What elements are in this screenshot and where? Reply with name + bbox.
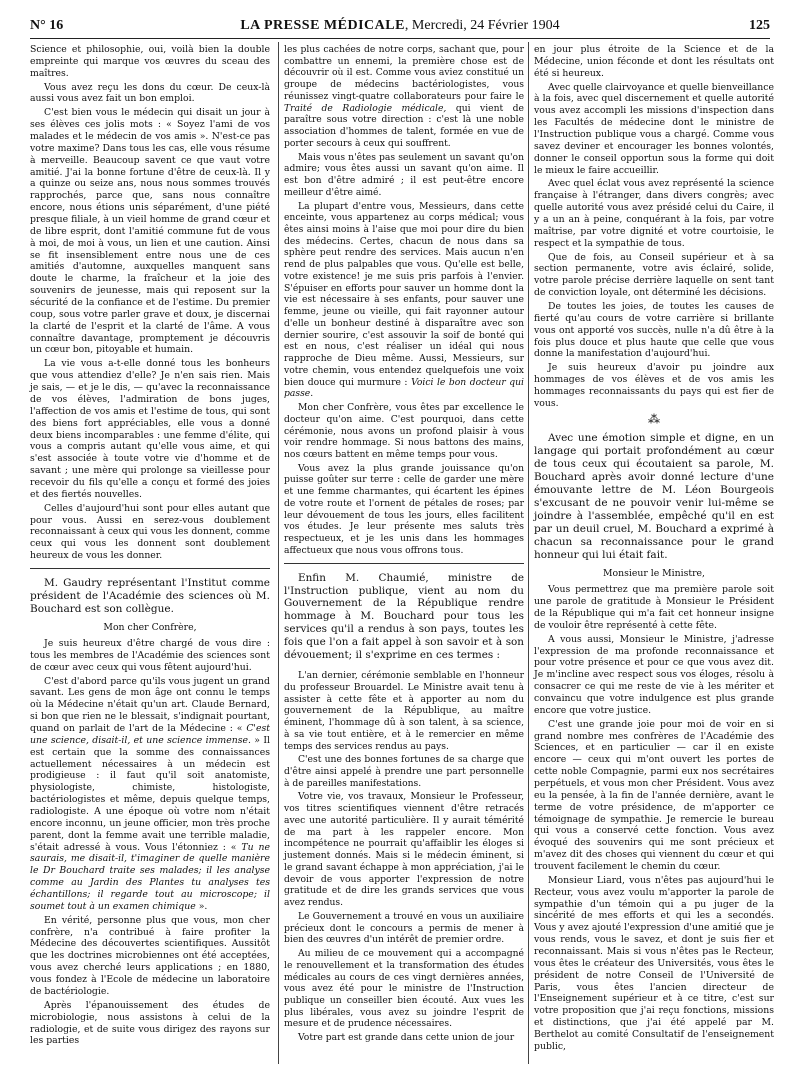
paragraph: Au milieu de ce mouvement qui a accompagné le renouvellement et la transformation des études médicales au cours de ces vingt dernières années, vous avez été pour le ministre de l'Instruction publique un conseiller bien écouté. Aux vues les plus libérales, vous avez su joindre l'esprit de mesure et de prudence nécessaires. [284, 948, 524, 1030]
text-run: qui vient de paraître sous votre direction : c'est là une noble association d'hommes de talent, formée en vue de porter secours à ceux qui souffrent. [284, 102, 524, 149]
paragraph: La vie vous a-t-elle donné tous les bonheurs que vous attendiez d'elle? Je n'en sais rien. Mais je sais, — et je le dis, — qu'avec la reconnaissance de vos élèves, l'admiration de bons juges, l'affection de vos amis et l'estime de tous, qui sont des biens fort appréciables, elle vous a donné deux biens incomparables : une femme d'élite, qui vous a compris autant qu'elle vous aime, et qui s'est associée à toute votre vie d'homme et de savant ; une mère qui prolonge sa vieillesse pour recevoir du fils qu'elle a conçu et formé des joies et des fiertés nouvelles. [30, 358, 270, 500]
section-rule [30, 568, 270, 569]
paragraph: Je suis heureux d'être chargé de vous dire : tous les membres de l'Académie des sciences sont de cœur avec ceux qui vous fêtent aujourd'hui. [30, 638, 270, 673]
paragraph: en jour plus étroite de la Science et de la Médecine, union féconde et dont les résultats ont été si heureux. [534, 44, 774, 79]
paragraph: Que de fois, au Conseil supérieur et à sa section permanente, votre avis éclairé, solide, votre parole précise derrière laquelle on sent tant de conviction loyale, ont déterminé les décisions. [534, 251, 774, 299]
journal-title: LA PRESSE MÉDICALE [240, 18, 405, 33]
paragraph [284, 44, 524, 150]
quote-italic: Tu ne saurais, me disait-il, t'imaginer de quelle manière le Dr Bouchard traite ses malades; il les analyse comme au Jardin des Plantes tu analyses tes échantillons; il regarde tout au microscope; il soumet tout à un examen chimique [30, 841, 270, 912]
paragraph: Celles d'aujourd'hui sont pour elles autant que pour vous. Aussi en serez-vous doublement reconnaissant à ceux qui vous les donnent, comme ceux qui vous les donnent sont doublement heureux de vous les donner. [30, 502, 270, 562]
text-run: les plus cachées de notre corps, sachant que, pour combattre un ennemi, la première chose est de découvrir où il est. Comme vous aviez constitué un groupe de médecins bactériologistes, vous réunissez vingt-quatre collaborateurs pour faire le [284, 44, 524, 102]
paragraph [30, 676, 270, 913]
paragraph: Votre vie, vos travaux, Monsieur le Professeur, vos titres scientifiques viennent d'être retracés avec une autorité particulière. Il y aurait témérité de ma part à les rappeler encore. Mon incompétence ne pourrait qu'affaiblir les éloges si justement donnés. Mais si le médecin éminent, si le grand savant échappe à mon appréciation, j'ai le devoir de vous apporter l'expression de notre gratitude et de dire les grands services que vous avez rendus. [284, 791, 524, 909]
paragraph: Vous avez la plus grande jouissance qu'on puisse goûter sur terre : celle de garder une mère et une femme charmantes, qui écartent les épines de votre route et l'ornent de pétales de roses; par leur dévouement de tous les jours, elles facilitent vos études. Je leur présente mes saluts très respectueux, et je les unis dans les hommages affectueux que nous vous offrons tous. [284, 462, 524, 556]
masthead [30, 18, 770, 34]
column-divider [278, 42, 279, 1064]
paragraph: Mon cher Confrère, vous êtes par excellence le docteur qu'on aime. C'est pourquoi, dans cette cérémonie, nous avons un profond plaisir à vous voir rendre hommage. Si nous battons des mains, nos cœurs battent en même temps pour vous. [284, 402, 524, 460]
paragraph: De toutes les joies, de toutes les causes de fierté qu'au cours de votre carrière si brillante vous ont apporté vos succès, nulle n'a dû être à la fois plus douce et plus haute que celle que vous donne la manifestation d'aujourd'hui. [534, 301, 774, 360]
header-rule [30, 38, 770, 39]
paragraph: Le Gouvernement a trouvé en vous un auxiliaire précieux dont le concours a permis de mener à bien des œuvres d'un intérêt de premier ordre. [284, 910, 524, 946]
column-3 [534, 44, 774, 1055]
text-run: » Il est certain que la somme des connaissances actuellement nécessaires à un médecin est prodigieuse : il faut qu'il soit anatomiste, physiologiste, chimiste, histologiste, bactériologistes et même, depuis quelque temps, radiologiste. A une époque où votre nom n'était encore inconnu, un jeune officier, mon très proche parent, dont la femme avait une terrible maladie, s'était adressé à vous. Vous l'étonniez : « [30, 734, 270, 853]
paragraph: Mais vous n'êtes pas seulement un savant qu'on admire; vous êtes aussi un savant qu'on aime. Il est bon d'être admiré ; il est peut-être encore meilleur d'être aimé. [284, 151, 524, 198]
quote-italic: Voici le bon docteur qui passe. [284, 376, 524, 400]
paragraph: Avec quelle clairvoyance et quelle bienveillance à la fois, avec quel discernement et quelle autorité vous avez accompli les missions d'inspection dans les Facultés de médecine dont le ministre de l'Instruction publique vous a chargé. Comme vous savez deviner et encourager les bonnes volontés, donner le conseil opportun sous la forme qui doit le mieux le faire accueillir. [534, 81, 774, 176]
paragraph: Après l'épanouissement des études de microbiologie, nous assistons à celui de la radiologie, et de suite vous dirigez des rayons sur les parties [30, 999, 270, 1047]
text-run: ». [198, 900, 208, 912]
paragraph: En vérité, personne plus que vous, mon cher confrère, n'a contribué à faire profiter la Médecine des découvertes scientifiques. Aussitôt que les doctrines microbiennes ont été acceptées, vous avez cherché leurs applications ; en 1880, vous fondez à l'Ecole de médecine un laboratoire de bactériologie. [30, 914, 270, 997]
paragraph: A vous aussi, Monsieur le Ministre, j'adresse l'expression de ma profonde reconnaissance et pour votre présence et pour ce que vous avez dit. Je m'incline avec respect sous vos éloges, résolu à consacrer ce qui me reste de vie à les mériter et convaincu que votre indulgence est plus grande encore que votre justice. [534, 633, 774, 716]
paragraph: C'est bien vous le médecin qui disait un jour à ses élèves ces jolis mots : « Soyez l'ami de vos malades et le médecin de vos amis ». N'est-ce pas votre maxime? Dans tous les cas, elle vous résume à merveille. Beaucoup savent ce que vaut votre amitié. J'ai la bonne fortune d'être de ceux-là. Il y a quinze ou seize ans, nous nous sommes trouvés rapprochés, parce que, sans nous connaître encore, nous étions unis séparément, d'une piété presque filiale, à un vieil homme de grand cœur et de libre esprit, dont l'amitié commune fut de vous à moi, de moi à vous, un lien et une caution. Ainsi se fit insensiblement entre nous une de ces amitiés d'automne, auxquelles manquent sans doute le charme, la fraîcheur et la joie des souvenirs de jeunesse, mais qui reposent sur la sécurité de la confiance et de l'estime. Du premier coup, sous votre parler grave et doux, je discernai la clarté de l'esprit et la clarté de l'âme. A vous connaître davantage, promptement je découvris un cœur bon, pitoyable et humain. [30, 107, 270, 356]
section-intro: Avec une émotion simple et digne, en un langage qui portait profondément au cœur de tous ceux qui écoutaient sa parole, M. Bouchard après avoir donné lecture d'une émouvante lettre de M. Léon Bourgeois s'excusant de ne pouvoir venir lui-même se joindre à l'assemblée, empêché qu'il en est par un deuil cruel, M. Bouchard a exprimé à chacun sa reconnaissance pour le grand honneur qui lui était fait. [534, 431, 774, 562]
paragraph: C'est une grande joie pour moi de voir en si grand nombre mes confrères de l'Académie des Sciences, et en particulier — car il en existe encore — ceux qui m'ont ouvert les portes de cette noble Compagnie, parmi eux nos secrétaires perpétuels, et vous mon cher Président. Vous avez eu la pensée, à la fin de l'année dernière, avant le terme de votre présidence, de m'apporter ce témoignage de sympathie. Je remercie le bureau qui vous a conservé cette fonction. Vous avez évoqué des souvenirs qui me sont précieux et m'avez dit des choses qui viennent du cœur et qui trouvent facilement le chemin du cœur. [534, 718, 774, 873]
column-1 [30, 44, 270, 1049]
paragraph: Vous avez reçu les dons du cœur. De ceux-là aussi vous avez fait un bon emploi. [30, 81, 270, 105]
quote-italic: C'est une science, disait-il, et une science immense. [30, 723, 270, 746]
paragraph: Vous permettrez que ma première parole soit une parole de gratitude à Monsieur le Président de la République qui m'a fait cet honneur insigne de vouloir être représenté à cette fête. [534, 584, 774, 631]
text-run: C'est d'abord parce qu'ils vous jugent un grand savant. Les gens de mon âge ont connu le temps où la Médecine n'était qu'un art. Claude Bernard, si bon que rien ne le blessait, s'indignait pourtant, quand on parlait de l'art de la Médecine : « [30, 675, 270, 735]
issue-date: , Mercredi, 24 Février 1904 [404, 18, 560, 33]
paragraph: Science et philosophie, oui, voilà bien la double empreinte qui marque vos œuvres du sceau des maîtres. [30, 44, 270, 79]
section-intro: M. Gaudry représentant l'Institut comme président de l'Académie des sciences où M. Bouchard est son collègue. [30, 576, 270, 616]
salutation: Monsieur le Ministre, [602, 568, 706, 580]
column-divider [528, 42, 529, 1064]
paragraph: Avec quel éclat vous avez représenté la science française à l'étranger, dans divers congrès; avec quelle autorité vous avez présidé celui du Caire, il y a un an à peine, conquérant à la fois, par votre maîtrise, par votre dignité et votre courtoisie, le respect et la sympathie de tous. [534, 178, 774, 249]
paragraph [284, 201, 524, 400]
salutation: Mon cher Confrère, [103, 622, 197, 634]
text-run: La plupart d'entre vous, Messieurs, dans cette enceinte, vous appartenez au corps médical; vous êtes ainsi moins à l'aise que moi pour dire du bien des médecins. Certes, chacun de nous dans sa sphère peut rendre des services. Mais aucun n'en rend de plus palpables que vous. Qu'elle est belle, votre existence! je me suis pris parfois à l'envier. S'épuiser en efforts pour sauver un homme dont la vie est nécessaire à ses enfants, pour sauver une femme, jeune ou vieille, qui fait rayonner autour d'elle un bonheur destiné à disparaître avec son dernier sourire, c'est assouvir la soif de bonté qui est en nous, c'est réaliser un idéal qui nous rapproche de Dieu même. Aussi, Messieurs, sur votre chemin, vous entendez quelquefois une voix bien douce qui murmure : [284, 200, 524, 388]
page-number: 125 [749, 18, 770, 33]
section-rule [284, 563, 524, 564]
paragraph: Je suis heureux d'avoir pu joindre aux hommages de vos élèves et de vos amis les hommages reconnaissants du pays qui est fier de vous. [534, 362, 774, 409]
paragraph: Votre part est grande dans cette union de jour [298, 1032, 515, 1044]
paragraph: L'an dernier, cérémonie semblable en l'honneur du professeur Brouardel. Le Ministre avait tenu à assister à cette fête et à apporter au nom du gouvernement de la République, au maître éminent, l'hommage dû à son talent, à sa science, à sa vie tout entière, et à le remercier en même temps des services rendus au pays. [284, 670, 524, 752]
page-header [30, 18, 770, 38]
book-title: Traité de Radiologie médicale, [284, 102, 447, 114]
column-2 [284, 44, 524, 1046]
paragraph: Monsieur Liard, vous n'êtes pas aujourd'hui le Recteur, vous avez voulu m'apporter la parole de sympathie d'un témoin qui a pu juger de la sincérité de mes efforts et qui les a secondés. Vous y avez ajouté l'expression d'une amitié que je vous rends, vous le savez, et dont je suis fier et reconnaissant. Mais si vous n'êtes pas le Recteur, vous êtes le créateur des Universités, vous êtes le président de notre Conseil de l'Université de Paris, vous êtes l'ancien directeur de l'Enseignement supérieur et à ce titre, c'est sur votre proposition que j'ai reçu fonctions, missions et distinctions, que j'ai été appelé par M. Berthelot au comité Consultatif de l'enseignement public, [534, 874, 774, 1052]
paragraph: C'est une des bonnes fortunes de sa charge que d'être ainsi appelé à prendre une part personnelle à de pareilles manifestations. [284, 754, 524, 789]
asterism-ornament: ⁂ [648, 411, 660, 426]
section-intro: Enfin M. Chaumié, ministre de l'Instruction publique, vient au nom du Gouvernement de la République rendre hommage à M. Bouchard pour tous les services qu'il a rendus à son pays, toutes les fois que l'on a fait appel à son savoir et à son dévouement; il s'exprime en ces termes : [284, 571, 524, 662]
issue-number: N° 16 [30, 18, 64, 33]
